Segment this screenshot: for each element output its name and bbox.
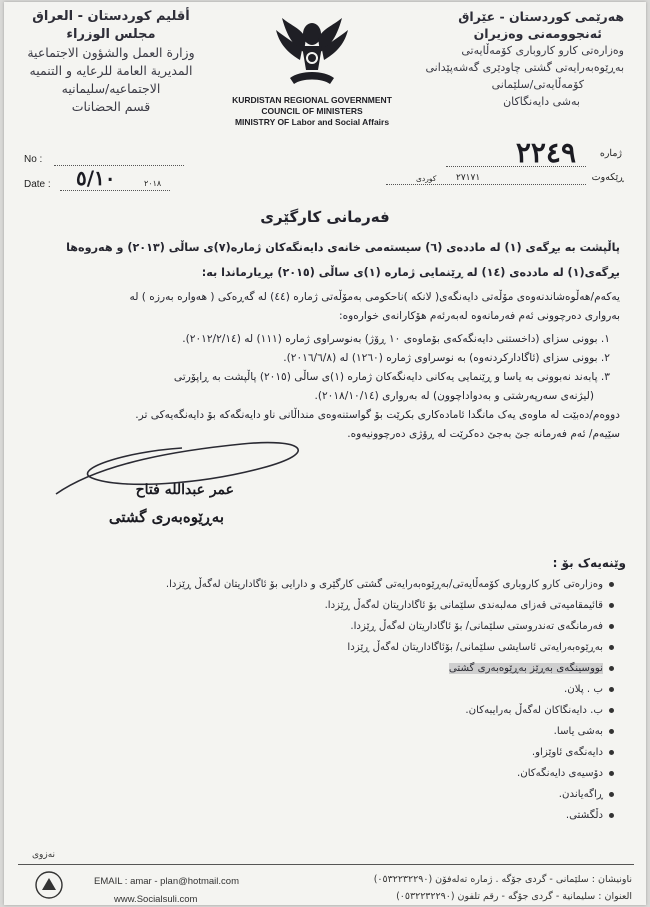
body-paragraph: دووەم/دەبێت لە ماوەی یەک مانگدا ئامادەکاری بکرێت بۆ گواستنەوەی منداڵانی ناو دایەنگەکە بۆ دایەنگەیەکی تر.: [135, 409, 620, 421]
copy-item: بەڕێوەبەرایەتی ئاسایشی سلێمانی/ بۆئاگاداریتان لەگەڵ ڕێزدا: [54, 639, 614, 656]
copies-heading: وێنەیەک بۆ :: [552, 556, 626, 570]
footer-address-ku: ناونیشان : سلێمانی - گردی جۆگە . ژمارە تەلەفۆن (٠٥٣٢٢٣٢٢٩٠): [373, 874, 632, 885]
document-title: فەرمانی کارگێری: [260, 208, 390, 226]
header-ar-line: مجلس الوزراء: [66, 27, 156, 42]
body-paragraph: پاڵپشت بە بڕگەی (١) لە ماددەی (٦) سیستەمی خانەی دایەنگەکان ژمارە(٧)ی ساڵی (٢٠١٣) و هەروەها: [66, 241, 620, 254]
copy-item: ب . پلان.: [54, 681, 614, 698]
bullet-icon: [609, 729, 614, 734]
date-ku-line: [386, 184, 586, 185]
footer-email: EMAIL : amar - plan@hotmail.com: [94, 876, 239, 887]
body-list-item: ٣. پابەند نەبوونی بە یاسا و ڕێنمایی یەکانی دایەنگەکان ژمارە (١)ی ساڵی (٢٠١٥) پاڵپشت بە ڕاپۆرتی: [173, 371, 610, 383]
footer-web: www.Socialsuli.com: [114, 894, 198, 905]
bullet-icon: [609, 687, 614, 692]
no-line: [54, 165, 184, 166]
header-ku-line: هەرێمی کوردستان - عێراق: [458, 9, 624, 24]
krg-emblem: [252, 8, 372, 96]
copy-item: وەزارەتی کارو کاروباری کۆمەڵایەتی/بەڕێوەبەرایەتی گشتی کارگێری و دارایی بۆ ئاگاداریتان لەگەڵ ڕێزدا.: [54, 576, 614, 593]
emblem-line: KURDISTAN REGIONAL GOVERNMENT: [232, 95, 392, 105]
signature-name: عمر عبدالله فتاح: [135, 482, 234, 498]
date-value: ٥/١٠: [76, 166, 116, 190]
body-list-item: (لیژنەی سەرپەرشتی و بەدواداچوون) لە بەرواری (٢٠١٨/١٠/١٤).: [314, 390, 594, 402]
copy-item: فەرمانگەی تەندروستی سلێمانی/ بۆ ئاگاداریتان لەگەڵ ڕێزدا.: [54, 618, 614, 635]
signature-scribble-icon: [32, 422, 332, 512]
header-ar-line: الاجتماعيه/سليمانيه: [61, 81, 161, 96]
order-body: [18, 238, 620, 444]
bullet-icon: [609, 582, 614, 587]
bullet-icon: [609, 666, 614, 671]
header-ar-line: قسم الحضانات: [71, 99, 151, 114]
header-ku-line: ئەنجوومەنی وەزیران: [473, 26, 602, 41]
emblem-line: MINISTRY OF Labor and Social Affairs: [234, 117, 390, 127]
bullet-icon: [609, 750, 614, 755]
date-label: Date :: [24, 179, 51, 190]
number-line: [446, 166, 586, 167]
copy-item: ڕاگەیاندن.: [54, 786, 614, 803]
document-page: [4, 2, 646, 905]
footer-tag: نەزوی: [32, 850, 56, 860]
header-ku-line: وەزارەتی کارو کاروباری کۆمەڵایەتی: [461, 44, 624, 57]
bullet-icon: [609, 624, 614, 629]
header-ku-line: کۆمەڵایەتی/سلێمانی: [491, 78, 584, 91]
bullet-icon: [609, 771, 614, 776]
emblem-line: COUNCIL OF MINISTERS: [261, 106, 363, 116]
body-paragraph: بڕگەی(١) لە ماددەی (١٤) لە ڕێنمایی ژمارە (١)ی ساڵی (٢٠١٥) بڕیارماندا بە:: [201, 266, 620, 279]
bullet-icon: [609, 708, 614, 713]
ministry-logo-icon: [34, 870, 64, 900]
eagle-emblem-icon: [252, 8, 372, 96]
bullet-icon: [609, 603, 614, 608]
footer-address-ar: العنوان : سليمانية - گردی جۆگە - رقم تلفون (٠٥٣٢٢٣٢٢٩٠): [396, 891, 632, 902]
emblem-caption: [207, 95, 417, 128]
bullet-icon: [609, 813, 614, 818]
date-ku-value: ٢٧١٧١: [456, 172, 481, 182]
header-ku-line: بەشی دایەنگاکان: [503, 95, 580, 108]
header-ku-line: بەڕێوەبەرایەتی گشتی چاودێری گەشەپێدانی: [425, 61, 624, 74]
body-paragraph: یەکەم/هەڵوەشاندنەوەی مۆڵەتی دایەنگەی( لانکە )ناحکومی بەمۆڵەتی ژمارە (٤٤) لە گەڕەکی ( هەوارە بەرزە ) لە: [129, 291, 620, 303]
no-label: No :: [24, 154, 43, 165]
footer-rule: [18, 864, 634, 865]
copy-item: نووسینگەی بەڕێز بەڕێوەبەری گشتی: [54, 660, 614, 677]
copy-item: دڵگشتی.: [54, 807, 614, 824]
bullet-icon: [609, 792, 614, 797]
copy-item: دۆسیەی دایەنگەکان.: [54, 765, 614, 782]
number-value: ٢٢٤٩: [515, 136, 576, 169]
body-paragraph: بەرواری دەرچوونی ئەم فەرمانەوە لەبەرئەم هۆکارانەی خوارەوە:: [339, 310, 620, 322]
number-label: ژمارە: [599, 148, 622, 159]
date-ku-year: کوردی: [416, 174, 437, 183]
header-ar-line: وزارة العمل والشؤون الاجتماعية: [27, 45, 195, 60]
body-list-item: ٢. بوونی سزای (ئاگادارکردنەوە) بە نوسراوی ژمارە (١٢٦٠) لە (٢٠١٦/٦/٨).: [283, 352, 610, 364]
body-list-item: ١. بوونی سزای (داخستنی دایەنگەکەی بۆماوەی ١٠ ڕۆژ) بەنوسراوی ژمارە (١١١) لە (٢٠١٢/٢/١٤).: [182, 333, 610, 345]
copies-list: [54, 576, 614, 824]
header-ar-line: المديرية العامة للرعايه و التنميه: [29, 63, 193, 78]
date-line: [60, 190, 170, 191]
bullet-icon: [609, 645, 614, 650]
header-kurdish: [384, 8, 624, 110]
signature-role: بەڕێوەبەری گشتی: [108, 508, 224, 526]
header-arabic: [16, 8, 206, 116]
header-ar-line: أقليم كوردستان - العراق: [32, 9, 190, 24]
date-year: ٢٠١٨: [144, 179, 162, 188]
copy-item: بەشی یاسا.: [54, 723, 614, 740]
date-ku-label: ڕێکەوت: [591, 172, 624, 183]
copy-item: دایەنگەی ئاوێزاو.: [54, 744, 614, 761]
copy-item: ب. دایەنگاکان لەگەڵ بەرایبەکان.: [54, 702, 614, 719]
body-paragraph: سێیەم/ ئەم فەرمانە جێ بەجێ دەکرێت لە ڕۆژی دەرچوونیەوە.: [347, 428, 620, 440]
copy-item: قائیمقامیەتی قەزای مەلبەندی سلێمانی بۆ ئاگاداریتان لەگەڵ ڕێزدا.: [54, 597, 614, 614]
